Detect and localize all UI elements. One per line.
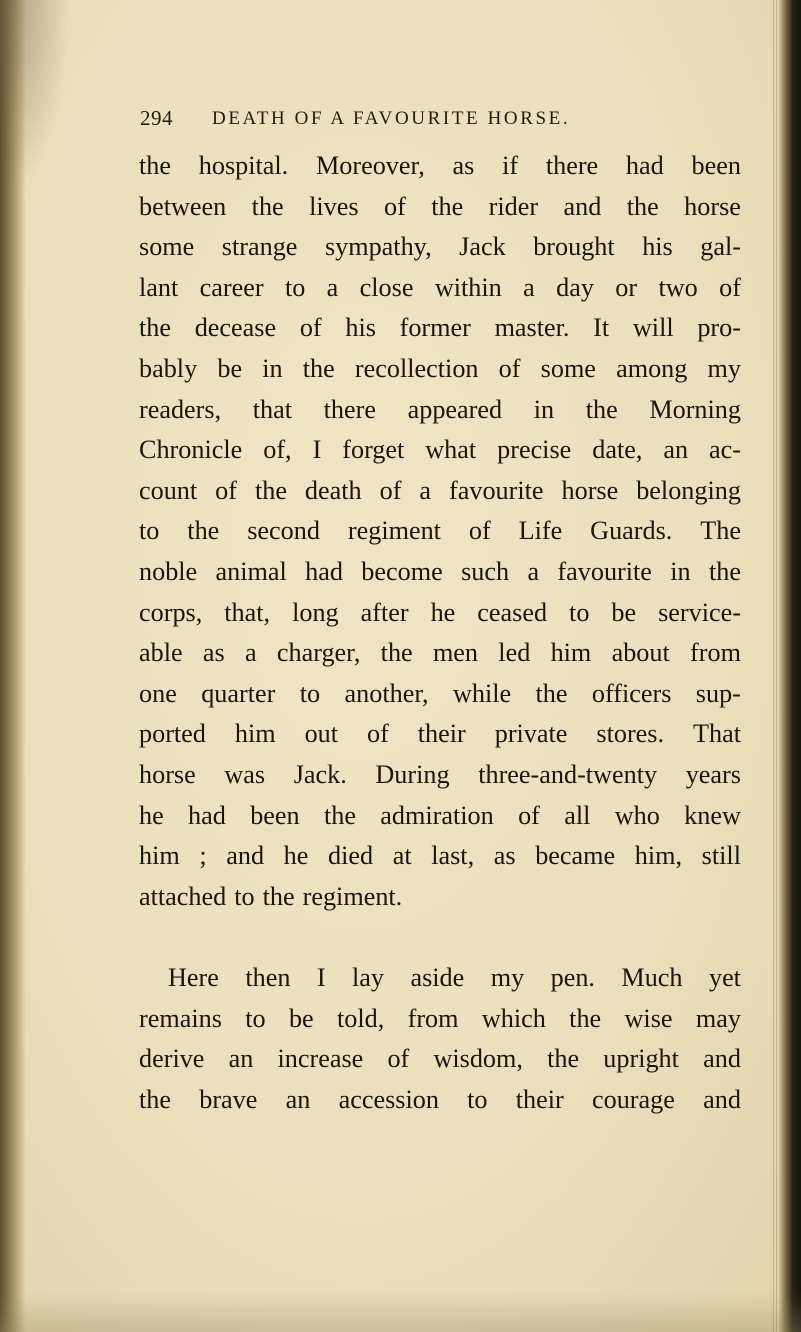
word: brought bbox=[533, 232, 615, 262]
word: to bbox=[569, 597, 590, 627]
word: the bbox=[535, 678, 568, 708]
word: a bbox=[244, 638, 257, 668]
word: brave bbox=[199, 1084, 258, 1114]
word: of bbox=[468, 516, 491, 546]
word: the bbox=[251, 191, 284, 221]
word: wisdom, bbox=[433, 1044, 523, 1074]
word: Jack. bbox=[293, 760, 347, 789]
word: years bbox=[685, 760, 741, 789]
word: death bbox=[304, 475, 362, 505]
word: Much bbox=[621, 963, 683, 992]
word: the bbox=[254, 475, 287, 505]
word: there bbox=[323, 394, 376, 424]
word: an bbox=[663, 435, 689, 465]
word: be bbox=[288, 1003, 314, 1033]
word: animal bbox=[215, 557, 287, 586]
word: my bbox=[707, 354, 741, 383]
text-line bbox=[139, 674, 741, 714]
word: That bbox=[693, 719, 741, 749]
word: became bbox=[535, 841, 616, 871]
word: the bbox=[547, 1044, 580, 1074]
word: regiment. bbox=[302, 881, 403, 911]
word: which bbox=[481, 1003, 546, 1033]
word: favourite bbox=[557, 557, 652, 586]
word: him bbox=[550, 638, 592, 668]
word: who bbox=[614, 800, 660, 830]
word: in bbox=[262, 354, 283, 383]
word: he bbox=[430, 597, 456, 627]
word: of bbox=[719, 272, 741, 302]
text-line bbox=[139, 593, 741, 633]
word: aside bbox=[410, 963, 465, 992]
word: him, bbox=[634, 841, 683, 871]
word: horse bbox=[139, 760, 196, 789]
word: in bbox=[533, 394, 555, 424]
text-line bbox=[139, 796, 741, 836]
word: my bbox=[490, 963, 525, 992]
word: upright bbox=[603, 1044, 679, 1074]
word: to bbox=[284, 272, 306, 302]
word: remains bbox=[139, 1003, 222, 1033]
word: in bbox=[670, 557, 691, 586]
word: had bbox=[188, 800, 226, 830]
word: the bbox=[139, 1084, 171, 1114]
word: some bbox=[540, 354, 596, 383]
word: knew bbox=[684, 800, 741, 830]
word: of bbox=[518, 800, 540, 830]
word: forget bbox=[342, 435, 405, 465]
word: officers bbox=[591, 678, 672, 708]
word: corps, bbox=[139, 597, 203, 627]
word: horse bbox=[561, 475, 619, 505]
text-line bbox=[139, 1039, 741, 1079]
word: Guards. bbox=[590, 516, 673, 546]
word: as bbox=[452, 151, 475, 180]
word: or bbox=[615, 272, 638, 302]
word: Morning bbox=[649, 394, 741, 424]
word: charger, bbox=[276, 638, 361, 668]
word: lives bbox=[309, 191, 359, 221]
word: The bbox=[700, 516, 741, 546]
running-head: DEATH OF A FAVOURITE HORSE. bbox=[212, 108, 571, 129]
word: to bbox=[139, 516, 160, 546]
word: to bbox=[234, 881, 255, 911]
word: may bbox=[695, 1003, 741, 1033]
word: from bbox=[690, 638, 741, 668]
word: if bbox=[502, 151, 519, 180]
text-line bbox=[139, 430, 741, 470]
word: a bbox=[419, 475, 432, 505]
word: attached bbox=[139, 881, 227, 911]
word: increase bbox=[277, 1044, 364, 1074]
word: belonging bbox=[636, 475, 741, 505]
word: him bbox=[234, 719, 276, 749]
word: Moreover, bbox=[315, 151, 425, 180]
word: about bbox=[611, 638, 670, 668]
word: of bbox=[498, 354, 521, 383]
word: the bbox=[302, 354, 335, 383]
page-number: 294 bbox=[140, 106, 173, 130]
word: quarter bbox=[201, 678, 276, 708]
word: his bbox=[345, 313, 376, 343]
word: the bbox=[585, 394, 618, 424]
word: It bbox=[593, 313, 610, 343]
word: all bbox=[564, 800, 591, 830]
word: last, bbox=[431, 841, 475, 871]
word: what bbox=[425, 435, 477, 465]
word: yet bbox=[708, 963, 741, 992]
word: at bbox=[392, 841, 412, 871]
text-line bbox=[139, 836, 741, 876]
bottom-shadow bbox=[0, 1292, 801, 1332]
word: he bbox=[283, 841, 309, 871]
word: be bbox=[611, 597, 637, 627]
word: been bbox=[250, 800, 300, 830]
word: two bbox=[658, 272, 698, 302]
word: readers, bbox=[139, 394, 222, 424]
word: as bbox=[493, 841, 516, 871]
word: close bbox=[359, 272, 414, 302]
word: the bbox=[187, 516, 220, 546]
word: decease bbox=[194, 313, 277, 343]
word: able bbox=[139, 638, 183, 668]
word: three-and-twenty bbox=[478, 760, 658, 789]
word: favourite bbox=[449, 475, 544, 505]
word: between bbox=[139, 191, 227, 221]
text-line bbox=[139, 999, 741, 1039]
word: be bbox=[217, 354, 243, 383]
text-line bbox=[139, 227, 741, 267]
word: master. bbox=[494, 313, 570, 343]
word: an bbox=[228, 1044, 254, 1074]
word: as bbox=[202, 638, 225, 668]
word: sup- bbox=[695, 678, 741, 708]
word: ceased bbox=[477, 597, 548, 627]
text-line bbox=[139, 633, 741, 673]
word: died bbox=[328, 841, 374, 871]
text-line bbox=[139, 755, 741, 795]
word: and bbox=[703, 1044, 741, 1074]
word: among bbox=[616, 354, 688, 383]
binding-shadow-top bbox=[0, 0, 70, 200]
text-line bbox=[139, 268, 741, 308]
word: a bbox=[326, 272, 339, 302]
word: I bbox=[312, 435, 322, 465]
word: bably bbox=[139, 354, 198, 383]
word: ported bbox=[139, 719, 206, 749]
word: a bbox=[523, 272, 535, 302]
word: while bbox=[452, 678, 512, 708]
book-edge-shadow bbox=[779, 0, 801, 1332]
word: the bbox=[262, 881, 295, 911]
word: such bbox=[461, 557, 510, 586]
word: accession bbox=[338, 1084, 439, 1114]
word: from bbox=[407, 1003, 459, 1033]
word: that bbox=[252, 394, 293, 424]
word: appeared bbox=[407, 394, 503, 424]
text-line bbox=[139, 1080, 741, 1120]
word: the bbox=[380, 638, 413, 668]
word: become bbox=[361, 557, 443, 586]
word: was bbox=[224, 760, 266, 789]
word: regiment bbox=[347, 516, 441, 546]
word: and bbox=[563, 191, 602, 221]
word: day bbox=[556, 272, 594, 302]
word: of bbox=[366, 719, 389, 749]
word: long bbox=[292, 597, 339, 627]
word: pen. bbox=[550, 963, 595, 992]
word: there bbox=[545, 151, 599, 180]
word: of bbox=[379, 475, 402, 505]
word: Life bbox=[518, 516, 563, 546]
word: of bbox=[383, 191, 406, 221]
text-line bbox=[139, 349, 741, 389]
word: of bbox=[215, 475, 237, 505]
word: gal- bbox=[700, 232, 741, 262]
word: career bbox=[199, 272, 264, 302]
word: private bbox=[494, 719, 568, 749]
word: noble bbox=[139, 557, 198, 586]
word: the bbox=[431, 191, 464, 221]
text-line bbox=[139, 714, 741, 754]
word: wise bbox=[624, 1003, 673, 1033]
text-line bbox=[139, 511, 741, 551]
word: that, bbox=[224, 597, 271, 627]
word: his bbox=[642, 232, 673, 262]
word: to bbox=[245, 1003, 266, 1033]
word: their bbox=[417, 719, 466, 749]
word: lant bbox=[139, 272, 179, 302]
word: the bbox=[139, 151, 171, 180]
word: been bbox=[691, 151, 741, 180]
word: count bbox=[139, 475, 198, 505]
word: the bbox=[139, 313, 171, 343]
page-header bbox=[140, 106, 740, 136]
word: ac- bbox=[709, 435, 741, 465]
word: of bbox=[387, 1044, 410, 1074]
word: I bbox=[316, 963, 326, 992]
word: horse bbox=[684, 191, 741, 221]
text-line bbox=[139, 308, 741, 348]
word: of, bbox=[263, 435, 292, 465]
word: a bbox=[527, 557, 540, 586]
word: Here bbox=[168, 963, 219, 992]
word: lay bbox=[352, 963, 385, 992]
word: and bbox=[226, 841, 265, 871]
text-line bbox=[139, 552, 741, 592]
word: Chronicle bbox=[139, 435, 243, 465]
word: date, bbox=[592, 435, 643, 465]
text-line bbox=[139, 187, 741, 227]
word: told, bbox=[336, 1003, 385, 1033]
word: sympathy, bbox=[324, 232, 432, 262]
word: him bbox=[139, 841, 180, 871]
word: the bbox=[569, 1003, 602, 1033]
word: former bbox=[399, 313, 471, 343]
word: strange bbox=[221, 232, 298, 262]
word: pro- bbox=[697, 313, 741, 343]
word: after bbox=[360, 597, 409, 627]
word: to bbox=[467, 1084, 488, 1114]
word: and bbox=[703, 1084, 741, 1114]
text-line bbox=[139, 877, 741, 917]
word: During bbox=[375, 760, 450, 789]
word: recollection bbox=[354, 354, 479, 383]
word: the bbox=[626, 191, 659, 221]
word: had bbox=[305, 557, 343, 586]
word: within bbox=[434, 272, 502, 302]
word: precise bbox=[497, 435, 572, 465]
word: courage bbox=[592, 1084, 675, 1114]
text-line bbox=[139, 958, 741, 998]
word: one bbox=[139, 678, 177, 708]
word: an bbox=[285, 1084, 311, 1114]
word: the bbox=[709, 557, 741, 586]
text-line bbox=[139, 390, 741, 430]
word: some bbox=[139, 232, 195, 262]
word: still bbox=[701, 841, 741, 871]
word: Jack bbox=[459, 232, 506, 262]
word: led bbox=[498, 638, 531, 668]
word: men bbox=[432, 638, 479, 668]
word: another, bbox=[344, 678, 429, 708]
word: then bbox=[245, 963, 291, 992]
word: ; bbox=[199, 841, 207, 871]
word: he bbox=[139, 800, 164, 830]
text-line bbox=[139, 146, 741, 186]
word: hospital. bbox=[198, 151, 289, 180]
word: their bbox=[515, 1084, 564, 1114]
word: second bbox=[247, 516, 320, 546]
word: derive bbox=[139, 1044, 205, 1074]
word: of bbox=[299, 313, 322, 343]
word: to bbox=[299, 678, 321, 708]
word: had bbox=[625, 151, 664, 180]
text-line bbox=[139, 471, 741, 511]
word: will bbox=[632, 313, 674, 343]
word: stores. bbox=[596, 719, 665, 749]
word: the bbox=[323, 800, 356, 830]
word: out bbox=[304, 719, 339, 749]
word: rider bbox=[488, 191, 539, 221]
word: service- bbox=[658, 597, 741, 627]
word: admiration bbox=[380, 800, 494, 830]
